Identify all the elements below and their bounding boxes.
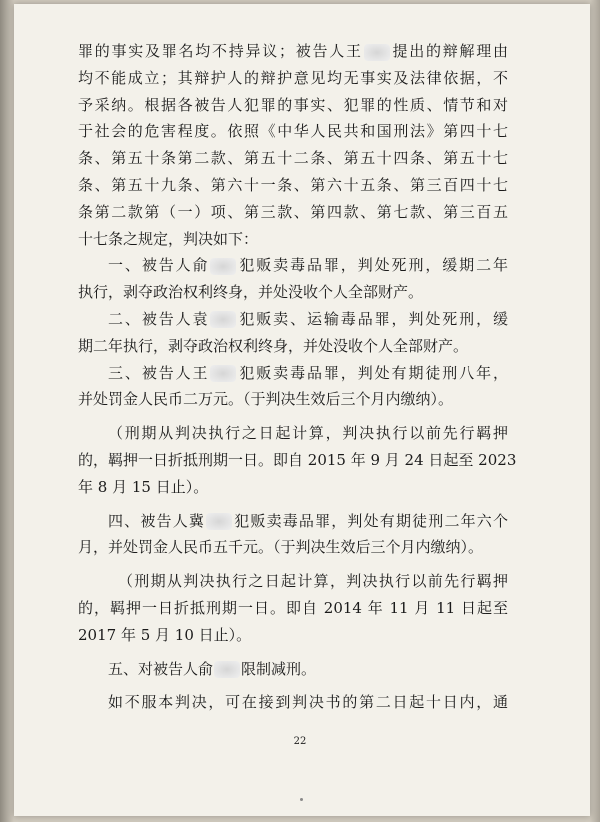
text-line bbox=[78, 386, 508, 413]
scanner-left-edge bbox=[0, 0, 14, 822]
text-line bbox=[78, 65, 508, 92]
text-fragment: 十七条之规定，判决如下： bbox=[78, 229, 259, 248]
page-number: 22 bbox=[293, 736, 307, 747]
text-fragment: 年 8 月 15 日止）。 bbox=[78, 477, 209, 496]
appeal-notice bbox=[78, 689, 508, 716]
text-fragment: 条第二款第（一）项、第三款、第四款、第七款、第三百五 bbox=[78, 202, 508, 221]
text-line bbox=[78, 172, 508, 199]
text-fragment: 犯贩卖毒品罪，判处死刑，缓期二年 bbox=[237, 256, 508, 275]
text-line bbox=[78, 447, 517, 474]
text-fragment: 五、对被告人俞 bbox=[108, 659, 214, 678]
judgment-text bbox=[78, 38, 517, 716]
sentence-term-note-3 bbox=[78, 420, 508, 447]
text-line bbox=[78, 92, 508, 119]
text-fragment: 一、被告人俞 bbox=[108, 256, 210, 275]
text-line bbox=[78, 333, 508, 360]
verdict-item-1 bbox=[78, 252, 508, 279]
text-fragment: 月，并处罚金人民币五千元。（于判决生效后三个月内缴纳）。 bbox=[78, 538, 484, 557]
text-line bbox=[78, 474, 508, 501]
verdict-item-2 bbox=[78, 306, 508, 333]
text-fragment: 均不能成立；其辩护人的辩护意见均无事实及法律依据，不 bbox=[78, 68, 508, 87]
text-line bbox=[78, 622, 508, 649]
text-fragment: 提出的辩解理由 bbox=[390, 42, 508, 60]
redaction-mark bbox=[210, 365, 236, 382]
text-fragment: 犯贩卖毒品罪，判处有期徒刑二年六个 bbox=[233, 511, 508, 530]
text-fragment: （刑期从判决执行之日起计算，判决执行以前先行羁押 bbox=[108, 424, 508, 443]
text-fragment: 期二年执行，剥夺政治权利终身，并处没收个人全部财产。 bbox=[78, 336, 469, 355]
redaction-mark bbox=[206, 513, 232, 530]
text-fragment: 犯贩卖、运输毒品罪，判处死刑，缓 bbox=[237, 309, 508, 328]
text-fragment: 并处罚金人民币二万元。（于判决生效后三个月内缴纳）。 bbox=[78, 390, 454, 409]
text-line bbox=[78, 534, 508, 561]
text-line bbox=[78, 279, 508, 306]
text-line bbox=[78, 118, 508, 145]
text-fragment: 予采纳。根据各被告人犯罪的事实、犯罪的性质、情节和对 bbox=[78, 95, 508, 114]
text-fragment: 的，羁押一日折抵刑期一日。即自 2015 年 9 月 24 日起至 2023 bbox=[78, 450, 517, 469]
sentence-term-note-4 bbox=[78, 568, 508, 595]
text-fragment: 执行，剥夺政治权利终身，并处没收个人全部财产。 bbox=[78, 283, 424, 302]
text-fragment: 限制减刑。 bbox=[241, 659, 317, 678]
text-fragment: 条、第五十条第二款、第五十二条、第五十四条、第五十七 bbox=[78, 149, 508, 168]
text-fragment: 2017 年 5 月 10 日止）。 bbox=[78, 625, 252, 644]
text-fragment: 的，羁押一日折抵刑期一日。即自 2014 年 11 月 11 日起至 bbox=[78, 598, 508, 617]
scan-speck bbox=[300, 798, 303, 801]
text-line bbox=[78, 145, 508, 172]
redaction-mark bbox=[210, 258, 236, 275]
text-line bbox=[78, 595, 508, 622]
redaction-mark bbox=[364, 44, 390, 61]
text-fragment: 如不服本判决，可在接到判决书的第二日起十日内，通 bbox=[108, 693, 508, 712]
text-line bbox=[78, 38, 508, 65]
text-fragment: 犯贩卖毒品罪，判处有期徒刑八年， bbox=[237, 363, 508, 382]
text-fragment: 四、被告人冀 bbox=[108, 511, 206, 530]
text-line bbox=[78, 226, 508, 253]
text-fragment: 条、第五十九条、第六十一条、第六十五条、第三百四十七 bbox=[78, 175, 508, 194]
text-line bbox=[78, 199, 508, 226]
scanner-right-edge bbox=[590, 0, 600, 822]
verdict-item-3 bbox=[78, 360, 508, 387]
text-fragment: 三、被告人王 bbox=[108, 363, 210, 382]
redaction-mark bbox=[214, 661, 240, 678]
text-fragment: （刑期从判决执行之日起计算，判决执行以前先行羁押 bbox=[118, 572, 508, 591]
redaction-mark bbox=[210, 311, 236, 328]
verdict-item-4 bbox=[78, 508, 508, 535]
verdict-item-5 bbox=[78, 656, 508, 683]
text-fragment: 二、被告人袁 bbox=[108, 309, 210, 328]
text-fragment: 于社会的危害程度。依照《中华人民共和国刑法》第四十七 bbox=[78, 122, 508, 141]
text-fragment: 罪的事实及罪名均不持异议；被告人王 bbox=[78, 42, 363, 60]
